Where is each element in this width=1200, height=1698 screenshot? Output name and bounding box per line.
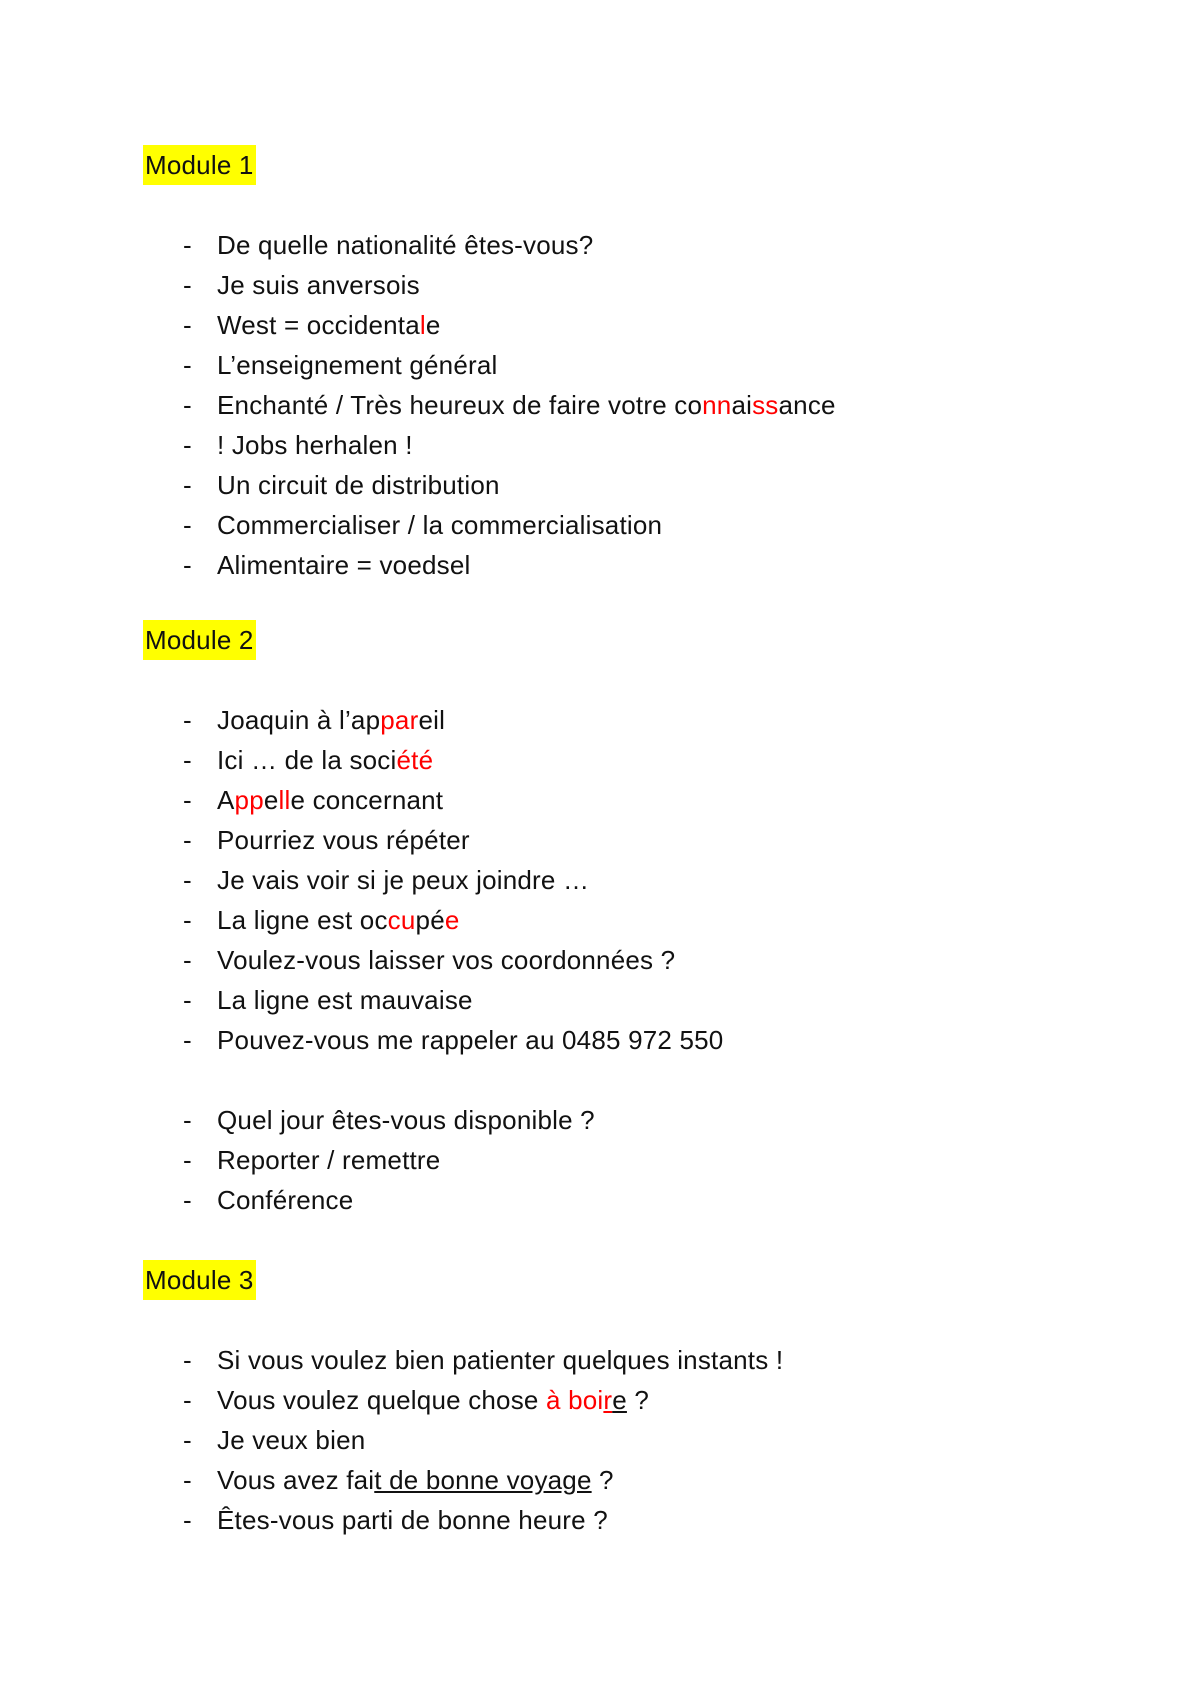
list-item <box>183 465 500 505</box>
list-item-text: Êtes-vous parti de bonne heure ? <box>217 1505 608 1535</box>
list-item-text: Ici … de la société <box>217 745 434 775</box>
bullet-dash: - <box>183 1345 192 1375</box>
list-item-text: La ligne est mauvaise <box>217 985 473 1015</box>
list-item <box>183 1140 440 1180</box>
list-item-text: Pouvez-vous me rappeler au 0485 972 550 <box>217 1025 724 1055</box>
list-item <box>183 545 471 585</box>
list-item <box>183 1460 614 1500</box>
list-item <box>183 860 589 900</box>
list-item <box>183 940 675 980</box>
bullet-dash: - <box>183 785 192 815</box>
list-item <box>183 1420 365 1460</box>
list-item-text: Si vous voulez bien patienter quelques instants ! <box>217 1345 784 1375</box>
list-item-text: Un circuit de distribution <box>217 470 500 500</box>
bullet-dash: - <box>183 905 192 935</box>
list-item <box>183 1500 608 1540</box>
list-item <box>183 900 460 940</box>
list-item-text: Joaquin à l’appareil <box>217 705 446 735</box>
list-item-text: Enchanté / Très heureux de faire votre connaissance <box>217 390 836 420</box>
bullet-dash: - <box>183 985 192 1015</box>
list-item <box>183 1100 595 1140</box>
list-item-text: Reporter / remettre <box>217 1145 441 1175</box>
list-item <box>183 1340 783 1380</box>
list-item-text: ! Jobs herhalen ! <box>217 430 413 460</box>
bullet-dash: - <box>183 510 192 540</box>
list-item <box>183 345 498 385</box>
list-item-text: Commercialiser / la commercialisation <box>217 510 663 540</box>
bullet-dash: - <box>183 825 192 855</box>
bullet-dash: - <box>183 1105 192 1135</box>
list-item-text: Appelle concernant <box>217 785 444 815</box>
list-item-text: Quel jour êtes-vous disponible ? <box>217 1105 595 1135</box>
bullet-dash: - <box>183 1145 192 1175</box>
list-item-text: West = occidentale <box>217 310 441 340</box>
bullet-dash: - <box>183 430 192 460</box>
bullet-dash: - <box>183 550 192 580</box>
bullet-dash: - <box>183 745 192 775</box>
list-item-text: Alimentaire = voedsel <box>217 550 471 580</box>
list-item <box>183 1020 723 1060</box>
list-item-text: Conférence <box>217 1185 354 1215</box>
list-item <box>183 780 443 820</box>
list-item-text: Je veux bien <box>217 1425 366 1455</box>
list-item <box>183 225 593 265</box>
bullet-dash: - <box>183 270 192 300</box>
bullet-dash: - <box>183 865 192 895</box>
list-item <box>183 740 433 780</box>
bullet-dash: - <box>183 1505 192 1535</box>
list-item-text: Voulez-vous laisser vos coordonnées ? <box>217 945 676 975</box>
list-item <box>183 820 470 860</box>
list-item <box>183 305 441 345</box>
list-item <box>183 1380 649 1420</box>
list-item-text: De quelle nationalité êtes-vous? <box>217 230 594 260</box>
bullet-dash: - <box>183 470 192 500</box>
bullet-dash: - <box>183 945 192 975</box>
list-item-text: Pourriez vous répéter <box>217 825 470 855</box>
module-1-heading: Module 1 <box>143 145 256 185</box>
bullet-dash: - <box>183 1425 192 1455</box>
bullet-dash: - <box>183 230 192 260</box>
module-2-heading: Module 2 <box>143 620 256 660</box>
list-item <box>183 980 473 1020</box>
bullet-dash: - <box>183 350 192 380</box>
list-item <box>183 385 836 425</box>
list-item-text: La ligne est occupée <box>217 905 460 935</box>
list-item <box>183 505 662 545</box>
list-item-text: Je vais voir si je peux joindre … <box>217 865 590 895</box>
list-item-text: Je suis anversois <box>217 270 420 300</box>
bullet-dash: - <box>183 1465 192 1495</box>
list-item-text: L’enseignement général <box>217 350 498 380</box>
list-item <box>183 265 420 305</box>
bullet-dash: - <box>183 390 192 420</box>
list-item-text: Vous voulez quelque chose à boire ? <box>217 1385 650 1415</box>
list-item <box>183 425 413 465</box>
list-item <box>183 700 445 740</box>
bullet-dash: - <box>183 705 192 735</box>
bullet-dash: - <box>183 1025 192 1055</box>
bullet-dash: - <box>183 1385 192 1415</box>
list-item <box>183 1180 353 1220</box>
bullet-dash: - <box>183 1185 192 1215</box>
list-item-text: Vous avez fait de bonne voyage ? <box>217 1465 614 1495</box>
module-3-heading: Module 3 <box>143 1260 256 1300</box>
bullet-dash: - <box>183 310 192 340</box>
